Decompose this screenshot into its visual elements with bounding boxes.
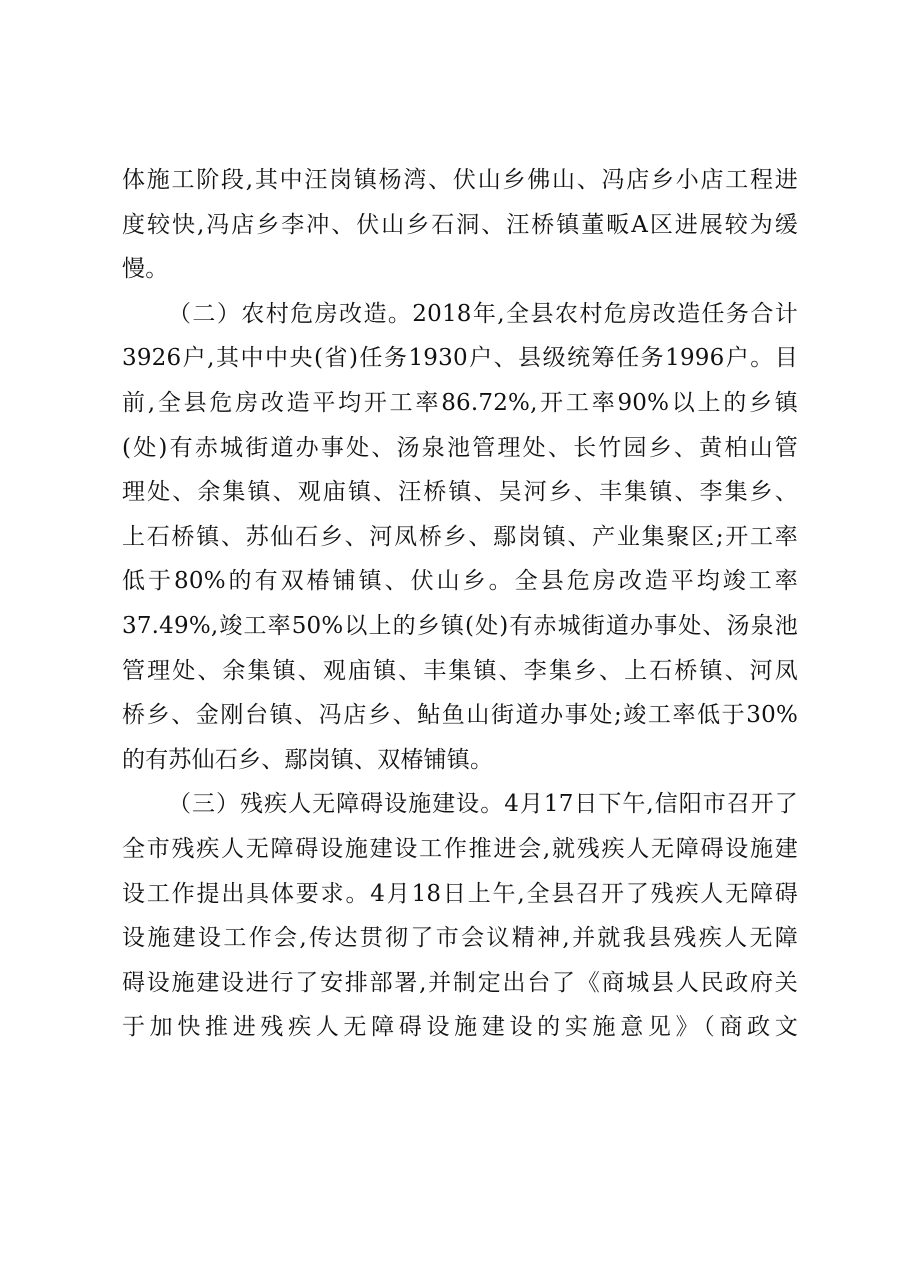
text-line: 慢。	[122, 256, 169, 283]
paragraph-3	[122, 782, 798, 1050]
text-line: 于加快推进残疾人无障碍设施建设的实施意见》（商政文	[122, 1014, 798, 1041]
text-line: 前,全县危房改造平均开工率86.72%,开工率90%以上的乡镇	[122, 389, 798, 416]
text-line: 设工作提出具体要求。4月18日上午,全县召开了残疾人无障碍	[122, 880, 798, 907]
paragraph-2	[122, 292, 798, 783]
text-line: 上石桥镇、苏仙石乡、河凤桥乡、鄢岗镇、产业集聚区;开工率	[122, 523, 798, 550]
text-line: 3926户,其中中央(省)任务1930户、县级统筹任务1996户。目	[122, 345, 798, 372]
text-line: 37.49%,竣工率50%以上的乡镇(处)有赤城街道办事处、汤泉池	[122, 612, 798, 639]
text-line: 体施工阶段,其中汪岗镇杨湾、伏山乡佛山、冯店乡小店工程进	[122, 167, 798, 193]
text-line: 碍设施建设进行了安排部署,并制定出台了《商城县人民政府关	[122, 969, 798, 996]
text-line: 设施建设工作会,传达贯彻了市会议精神,并就我县残疾人无障	[122, 925, 798, 952]
text-line: 全市残疾人无障碍设施建设工作推进会,就残疾人无障碍设施建	[122, 835, 798, 862]
text-line: 的有苏仙石乡、鄢岗镇、双椿铺镇。	[122, 746, 494, 773]
text-line: (处)有赤城街道办事处、汤泉池管理处、长竹园乡、黄柏山管	[122, 434, 798, 461]
paragraph-1	[122, 158, 798, 292]
text-line: 理处、余集镇、观庙镇、汪桥镇、吴河乡、丰集镇、李集乡、	[122, 479, 798, 506]
text-line: （二）农村危房改造。2018年,全县农村危房改造任务合计	[168, 300, 798, 327]
document-body	[122, 158, 798, 1050]
text-line: 桥乡、金刚台镇、冯店乡、鲇鱼山街道办事处;竣工率低于30%	[122, 702, 798, 729]
text-line: 管理处、余集镇、观庙镇、丰集镇、李集乡、上石桥镇、河凤	[122, 657, 798, 684]
text-line: 低于80%的有双椿铺镇、伏山乡。全县危房改造平均竣工率	[122, 568, 798, 595]
text-line: 度较快,冯店乡李冲、伏山乡石洞、汪桥镇董畈A区进展较为缓	[122, 211, 798, 238]
text-line: （三）残疾人无障碍设施建设。4月17日下午,信阳市召开了	[168, 791, 798, 818]
